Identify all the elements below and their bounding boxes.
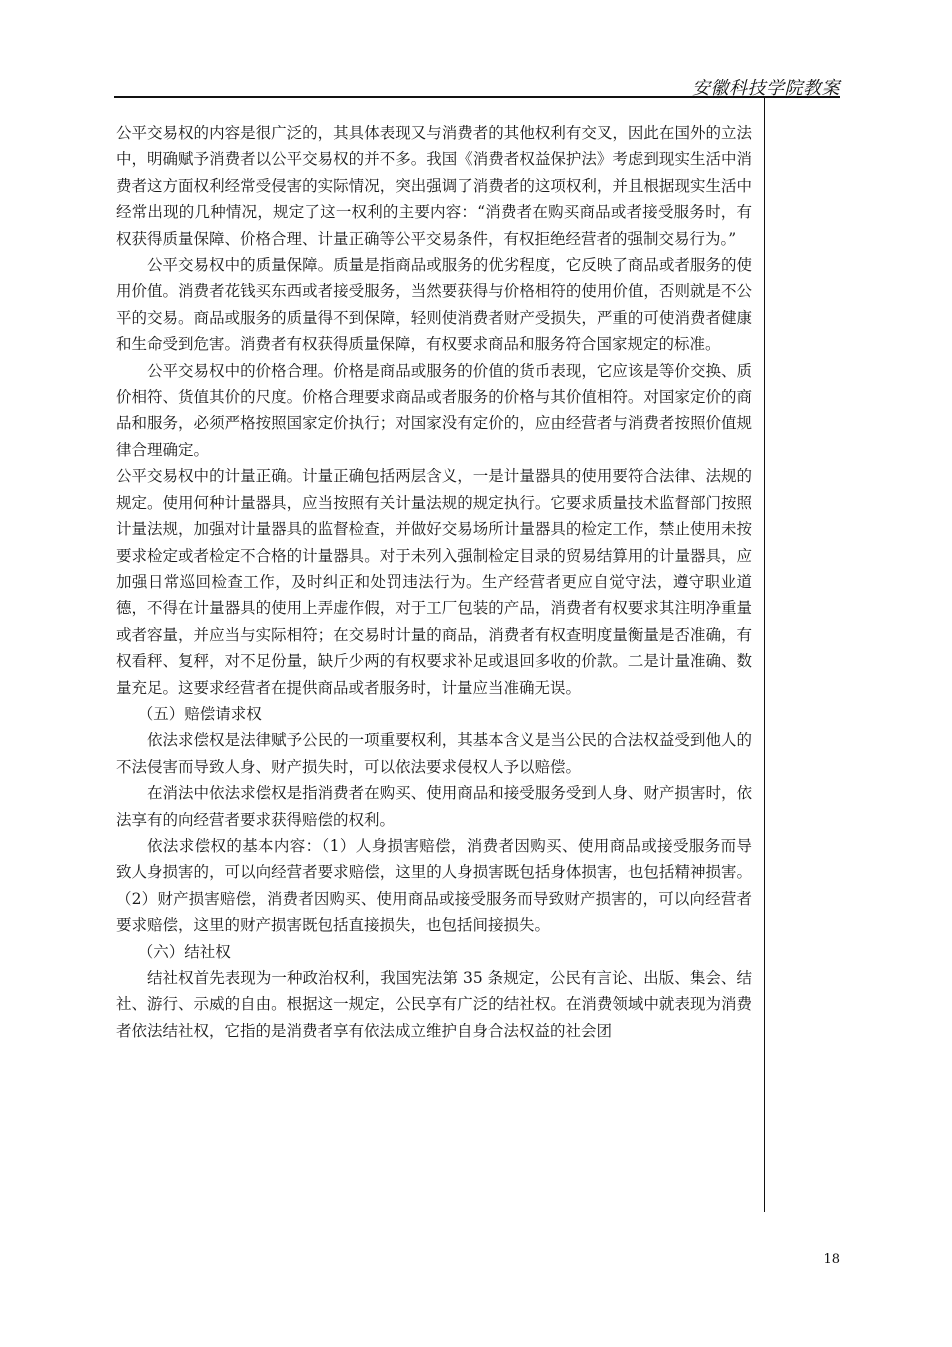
paragraph: 公平交易权中的计量正确。计量正确包括两层含义，一是计量器具的使用要符合法律、法规的规定。使用何种计量器具，应当按照有关计量法规的规定执行。它要求质量技术监督部门按照计量法规，加强对计量器具的监督检查，并做好交易场所计量器具的检定工作，禁止使用未按要求检定或者检定不合格的计量器具。对于未列入强制检定目录的贸易结算用的计量器具，应加强日常巡回检查工作，及时纠正和处罚违法行为。生产经营者更应自觉守法，遵守职业道德，不得在计量器具的使用上弄虚作假，对于工厂包装的产品，消费者有权要求其注明净重量或者容量，并应当与实际相符；在交易时计量的商品，消费者有权查明度量衡量是否准确，有权看秤、复秤，对不足份量，缺斤少两的有权要求补足或退回多收的价款。二是计量准确、数量充足。这要求经营者在提供商品或者服务时，计量应当准确无误。 <box>116 467 752 697</box>
paragraph: 公平交易权中的价格合理。价格是商品或服务的价值的货币表现，它应该是等价交换、质价相符、货值其价的尺度。价格合理要求商品或者服务的价格与其价值相符。对国家定价的商品和服务，必须严格按照国家定价执行；对国家没有定价的，应由经营者与消费者按照价值规律合理确定。 <box>116 361 752 459</box>
section-heading: （六）结社权 <box>137 942 231 961</box>
page-number: 18 <box>823 1252 840 1267</box>
margin-rule <box>764 98 765 1212</box>
paragraph: 在消法中依法求偿权是指消费者在购买、使用商品和接受服务受到人身、财产损害时，依法享有的向经营者要求获得赔偿的权利。 <box>116 784 752 829</box>
paragraph: 结社权首先表现为一种政治权利，我国宪法第 35 条规定，公民有言论、出版、集会、结社、游行、示威的自由。根据这一规定，公民享有广泛的结社权。在消费领域中就表现为消费者依法结社权，它指的是消费者享有依法成立维护自身合法权益的社会团 <box>116 969 752 1040</box>
paragraph: 公平交易权的内容是很广泛的，其具体表现又与消费者的其他权利有交叉，因此在国外的立法中，明确赋予消费者以公平交易权的并不多。我国《消费者权益保护法》考虑到现实生活中消费者这方面权利经常受侵害的实际情况，突出强调了消费者的这项权利，并且根据现实生活中经常出现的几种情况，规定了这一权利的主要内容：“消费者在购买商品或者接受服务时，有权获得质量保障、价格合理、计量正确等公平交易条件，有权拒绝经营者的强制交易行为。” <box>116 124 752 248</box>
header-rule <box>114 96 840 98</box>
header-title: 安徽科技学院教案 <box>692 78 840 99</box>
paragraph: 依法求偿权是法律赋予公民的一项重要权利，其基本含义是当公民的合法权益受到他人的不法侵害而导致人身、财产损失时，可以依法要求侵权人予以赔偿。 <box>116 731 752 776</box>
paragraph: 公平交易权中的质量保障。质量是指商品或服务的优劣程度，它反映了商品或者服务的使用价值。消费者花钱买东西或者接受服务，当然要获得与价格相符的使用价值，否则就是不公平的交易。商品或服务的质量得不到保障，轻则使消费者财产受损失，严重的可使消费者健康和生命受到危害。消费者有权获得质量保障，有权要求商品和服务符合国家规定的标准。 <box>116 256 752 354</box>
document-body <box>116 120 752 1044</box>
section-heading: （五）赔偿请求权 <box>137 704 262 723</box>
paragraph: 依法求偿权的基本内容：（1）人身损害赔偿，消费者因购买、使用商品或接受服务而导致人身损害的，可以向经营者要求赔偿，这里的人身损害既包括身体损害，也包括精神损害。（2）财产损害赔偿，消费者因购买、使用商品或接受服务而导致财产损害的，可以向经营者要求赔偿，这里的财产损害既包括直接损失，也包括间接损失。 <box>116 836 752 935</box>
